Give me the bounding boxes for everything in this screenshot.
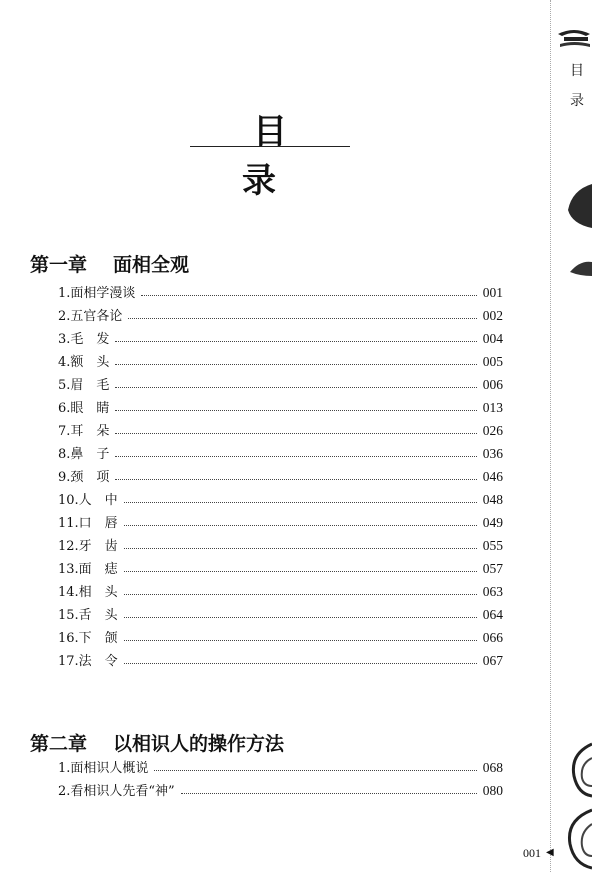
toc-entry[interactable] bbox=[58, 463, 503, 485]
entry-page: 067 bbox=[482, 653, 503, 668]
entry-page: 068 bbox=[482, 760, 503, 775]
entry-page: 046 bbox=[482, 469, 503, 484]
entry-title: 9.颈 项 bbox=[58, 470, 110, 485]
dot-leader bbox=[141, 295, 476, 296]
scroll-ornament-icon bbox=[556, 740, 592, 872]
toc-entry[interactable] bbox=[58, 394, 503, 416]
entry-title: 16.下 颌 bbox=[58, 631, 118, 646]
chapter-heading-2 bbox=[30, 729, 284, 756]
entry-page: 055 bbox=[482, 538, 503, 553]
entry-title: 1.面相识人概说 bbox=[58, 761, 149, 776]
sidebar-label-bottom: 录 bbox=[570, 93, 584, 109]
entry-title: 10.人 中 bbox=[58, 493, 118, 508]
toc-entry[interactable] bbox=[58, 754, 503, 776]
entry-page: 066 bbox=[482, 630, 503, 645]
dot-leader bbox=[115, 341, 476, 342]
toc-entry[interactable] bbox=[58, 624, 503, 646]
chapter-title: 以相识人的操作方法 bbox=[113, 733, 285, 755]
entry-title: 14.相 头 bbox=[58, 585, 118, 600]
entry-page: 049 bbox=[482, 515, 503, 530]
toc-entry[interactable] bbox=[58, 647, 503, 669]
chapter-heading-1 bbox=[30, 250, 189, 277]
toc-entry[interactable] bbox=[58, 532, 503, 554]
page-number: 001 bbox=[523, 846, 541, 860]
entry-title: 7.耳 朵 bbox=[58, 424, 110, 439]
page-title: 目 录 bbox=[242, 112, 309, 201]
toc-entry[interactable] bbox=[58, 555, 503, 577]
toc-entry[interactable] bbox=[58, 348, 503, 370]
dot-leader bbox=[115, 433, 476, 434]
toc-entry[interactable] bbox=[58, 486, 503, 508]
entry-page: 057 bbox=[482, 561, 503, 576]
dot-leader bbox=[154, 770, 476, 771]
entry-title: 17.法 令 bbox=[58, 654, 118, 669]
toc-entry[interactable] bbox=[58, 279, 503, 301]
toc-entry[interactable] bbox=[58, 371, 503, 393]
ink-brush-ornament-icon bbox=[562, 180, 592, 290]
roof-ornament-icon bbox=[556, 24, 592, 50]
dot-leader bbox=[115, 479, 476, 480]
entry-page: 001 bbox=[482, 285, 503, 300]
dot-leader bbox=[115, 456, 476, 457]
entry-title: 11.口 唇 bbox=[58, 516, 118, 531]
sidebar-label-top: 目 bbox=[570, 63, 584, 79]
entry-title: 2.看相识人先看“神” bbox=[58, 784, 175, 799]
entry-title: 5.眉 毛 bbox=[58, 378, 110, 393]
toc-entry[interactable] bbox=[58, 777, 503, 799]
dot-leader bbox=[115, 387, 476, 388]
dot-leader bbox=[115, 364, 476, 365]
dot-leader bbox=[124, 640, 477, 641]
entry-title: 2.五官各论 bbox=[58, 309, 123, 324]
dot-leader bbox=[124, 594, 477, 595]
dot-leader bbox=[128, 318, 476, 319]
dot-leader bbox=[124, 663, 477, 664]
entry-page: 036 bbox=[482, 446, 503, 461]
dot-leader bbox=[181, 793, 477, 794]
dot-leader bbox=[124, 525, 477, 526]
entry-page: 002 bbox=[482, 308, 503, 323]
dot-leader bbox=[115, 410, 476, 411]
entry-page: 080 bbox=[482, 783, 503, 798]
toc-entry[interactable] bbox=[58, 417, 503, 439]
dot-leader bbox=[124, 548, 477, 549]
toc-entry[interactable] bbox=[58, 440, 503, 462]
chapter-label: 第一章 bbox=[30, 254, 88, 276]
entry-title: 4.额 头 bbox=[58, 355, 110, 370]
entry-title: 3.毛 发 bbox=[58, 332, 110, 347]
dot-leader bbox=[124, 617, 477, 618]
toc-entry[interactable] bbox=[58, 325, 503, 347]
entry-page: 048 bbox=[482, 492, 503, 507]
chapter-label: 第二章 bbox=[30, 733, 88, 755]
toc-entry[interactable] bbox=[58, 302, 503, 324]
toc-entry[interactable] bbox=[58, 578, 503, 600]
entry-title: 13.面 痣 bbox=[58, 562, 118, 577]
chapter-title: 面相全观 bbox=[113, 254, 190, 276]
entry-page: 026 bbox=[482, 423, 503, 438]
page-divider bbox=[550, 0, 551, 872]
entry-page: 005 bbox=[482, 354, 503, 369]
entry-title: 1.面相学漫谈 bbox=[58, 286, 136, 301]
dot-leader bbox=[124, 502, 477, 503]
entry-title: 8.鼻 子 bbox=[58, 447, 110, 462]
page-arrow-icon: ◀ bbox=[546, 847, 554, 858]
dot-leader bbox=[124, 571, 477, 572]
toc-entry[interactable] bbox=[58, 601, 503, 623]
entry-title: 6.眼 睛 bbox=[58, 401, 110, 416]
toc-entry[interactable] bbox=[58, 509, 503, 531]
entry-page: 006 bbox=[482, 377, 503, 392]
entry-title: 12.牙 齿 bbox=[58, 539, 118, 554]
entry-page: 063 bbox=[482, 584, 503, 599]
entry-page: 013 bbox=[482, 400, 503, 415]
title-underline bbox=[190, 146, 350, 147]
entry-title: 15.舌 头 bbox=[58, 608, 118, 623]
entry-page: 004 bbox=[482, 331, 503, 346]
entry-page: 064 bbox=[482, 607, 503, 622]
